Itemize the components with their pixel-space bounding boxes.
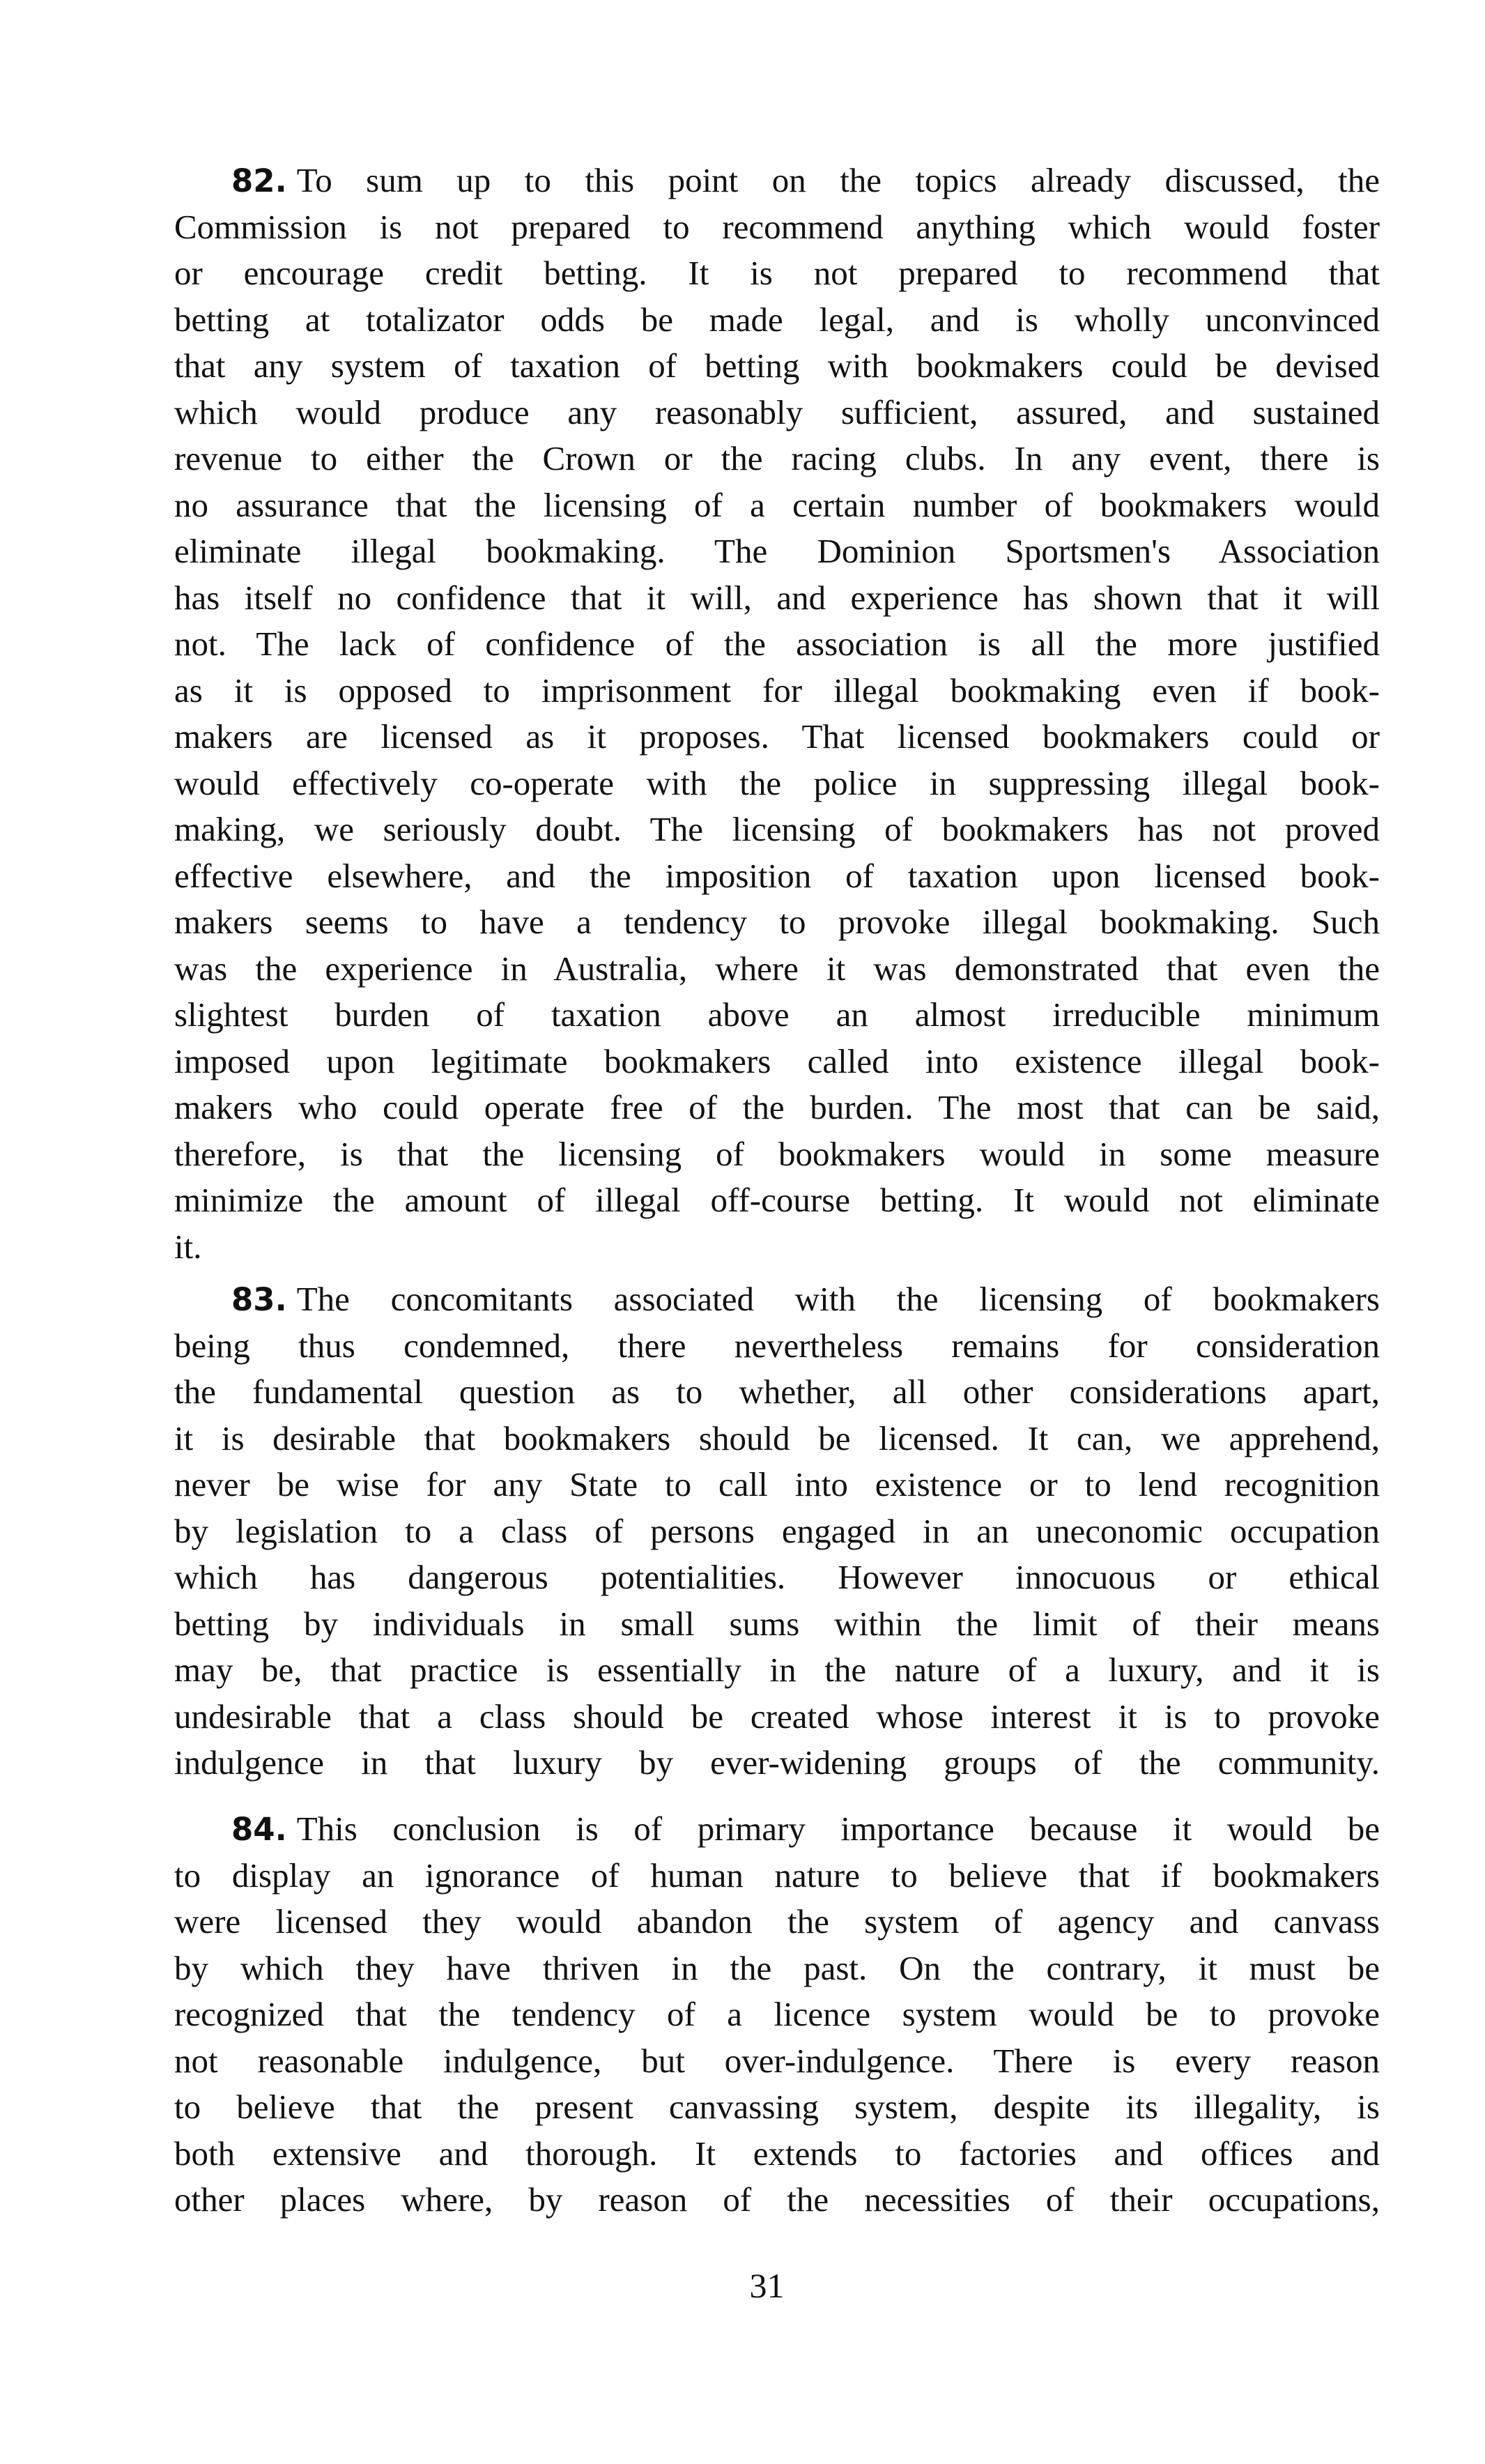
text-line: [174, 436, 1380, 482]
text-line: [174, 158, 1380, 204]
line-text: slightest burden of taxation above an almost irreducible minimum: [174, 995, 1380, 1034]
text-line: [174, 1601, 1380, 1648]
text-line: [174, 343, 1380, 390]
text-line: [174, 1806, 1380, 1853]
line-text: would effectively co-operate with the police in suppressing illegal book-: [174, 763, 1380, 802]
line-text: to believe that the present canvassing system, despite its illegality, is: [174, 2088, 1380, 2126]
text-line: [174, 1039, 1380, 1085]
text-line: [174, 853, 1380, 900]
text-line: [174, 1276, 1380, 1323]
line-text: revenue to either the Crown or the racing clubs. In any event, there is: [174, 439, 1380, 477]
text-line: [174, 1369, 1380, 1416]
line-text: effective elsewhere, and the imposition of taxation upon licensed book-: [174, 856, 1380, 895]
paragraph-number: 83.: [231, 1281, 287, 1318]
line-text: imposed upon legitimate bookmakers called into existence illegal book-: [174, 1041, 1380, 1080]
text-line: [174, 528, 1380, 575]
line-text: both extensive and thorough. It extends to factories and offices and: [174, 2134, 1380, 2173]
line-text: it.: [174, 1227, 202, 1266]
text-line: [174, 204, 1380, 251]
text-line: [174, 1323, 1380, 1370]
line-text: it is desirable that bookmakers should be licensed. It can, we apprehend,: [174, 1418, 1380, 1457]
line-text: makers are licensed as it proposes. That licensed bookmakers could or: [174, 717, 1380, 756]
line-text: betting by individuals in small sums within the limit of their means: [174, 1604, 1380, 1643]
line-text: minimize the amount of illegal off-course betting. It would not eliminate: [174, 1181, 1380, 1219]
paragraph-number: 82.: [231, 162, 287, 199]
page-number: 31: [749, 2266, 785, 2305]
line-text: Commission is not prepared to recommend anything which would foster: [174, 207, 1380, 246]
text-line: [174, 1224, 1380, 1271]
line-text: by legislation to a class of persons engaged in an uneconomic occupation: [174, 1511, 1380, 1550]
line-text: not. The lack of confidence of the association is all the more justified: [174, 625, 1380, 663]
line-text: to display an ignorance of human nature to believe that if bookmakers: [174, 1855, 1380, 1895]
text-line: [174, 946, 1380, 993]
text-line: [174, 297, 1380, 344]
text-line: [174, 1462, 1380, 1508]
text-line: [174, 1177, 1380, 1224]
text-line: [174, 2084, 1380, 2131]
line-text: To sum up to this point on the topics already discussed, the: [296, 161, 1380, 199]
line-text: indulgence in that luxury by ever-widening groups of the community.: [174, 1743, 1380, 1782]
text-line: [174, 390, 1380, 436]
text-line: [174, 1694, 1380, 1740]
line-text: not reasonable indulgence, but over-indulgence. There is every reason: [174, 2041, 1380, 2080]
line-text: that any system of taxation of betting with bookmakers could be devised: [174, 346, 1380, 385]
text-line: [174, 1853, 1380, 1899]
paragraph-82: [174, 158, 1380, 1270]
text-line: [174, 714, 1380, 760]
text-line: [174, 2177, 1380, 2224]
text-line: [174, 806, 1380, 853]
text-line: [174, 760, 1380, 807]
line-text: was the experience in Australia, where it was demonstrated that even the: [174, 949, 1380, 988]
line-text: recognized that the tendency of a licence system would be to provoke: [174, 1995, 1380, 2033]
text-line: [174, 1416, 1380, 1462]
line-text: making, we seriously doubt. The licensing of bookmakers has not proved: [174, 810, 1380, 848]
text-line: [174, 1085, 1380, 1131]
line-text: no assurance that the licensing of a certain number of bookmakers would: [174, 485, 1380, 524]
line-text: being thus condemned, there nevertheless remains for consideration: [174, 1326, 1380, 1365]
line-text: were licensed they would abandon the system of agency and canvass: [174, 1902, 1380, 1941]
paragraph-number: 84.: [231, 1811, 287, 1848]
line-text: other places where, by reason of the necessities of their occupations,: [174, 2180, 1380, 2219]
text-line: [174, 668, 1380, 714]
line-text: or encourage credit betting. It is not prepared to recommend that: [174, 254, 1380, 292]
text-line: [174, 2038, 1380, 2085]
text-line: [174, 1131, 1380, 1178]
text-line: [174, 1945, 1380, 1992]
line-text: This conclusion is of primary importance because it would be: [296, 1809, 1380, 1848]
text-line: [174, 1740, 1380, 1786]
line-text: eliminate illegal bookmaking. The Dominion Sportsmen's Association: [174, 532, 1380, 570]
line-text: betting at totalizator odds be made legal, and is wholly unconvinced: [174, 300, 1380, 339]
line-text: the fundamental question as to whether, all other considerations apart,: [174, 1372, 1380, 1411]
line-text: makers seems to have a tendency to provoke illegal bookmaking. Such: [174, 903, 1380, 941]
text-line: [174, 992, 1380, 1039]
text-line: [174, 1554, 1380, 1601]
line-text: which has dangerous potentialities. However innocuous or ethical: [174, 1558, 1380, 1596]
line-text: undesirable that a class should be created whose interest it is to provoke: [174, 1697, 1380, 1736]
line-text: by which they have thriven in the past. On the contrary, it must be: [174, 1948, 1380, 1987]
text-line: [174, 482, 1380, 529]
line-text: The concomitants associated with the licensing of bookmakers: [296, 1280, 1380, 1318]
paragraph-84: [174, 1806, 1380, 2224]
line-text: may be, that practice is essentially in the nature of a luxury, and it is: [174, 1651, 1380, 1689]
text-line: [174, 621, 1380, 668]
line-text: as it is opposed to imprisonment for illegal bookmaking even if book-: [174, 671, 1380, 710]
line-text: never be wise for any State to call into existence or to lend recognition: [174, 1465, 1380, 1503]
line-text: therefore, is that the licensing of bookmakers would in some measure: [174, 1134, 1380, 1173]
text-line: [174, 250, 1380, 297]
text-line: [174, 899, 1380, 946]
text-line: [174, 1508, 1380, 1555]
line-text: which would produce any reasonably sufficient, assured, and sustained: [174, 392, 1380, 431]
line-text: has itself no confidence that it will, and experience has shown that it will: [174, 578, 1380, 617]
paragraph-83: [174, 1276, 1380, 1786]
text-line: [174, 2131, 1380, 2178]
text-line: [174, 1899, 1380, 1945]
text-line: [174, 1647, 1380, 1694]
text-line: [174, 1991, 1380, 2038]
line-text: makers who could operate free of the burden. The most that can be said,: [174, 1088, 1380, 1126]
text-line: [174, 575, 1380, 622]
